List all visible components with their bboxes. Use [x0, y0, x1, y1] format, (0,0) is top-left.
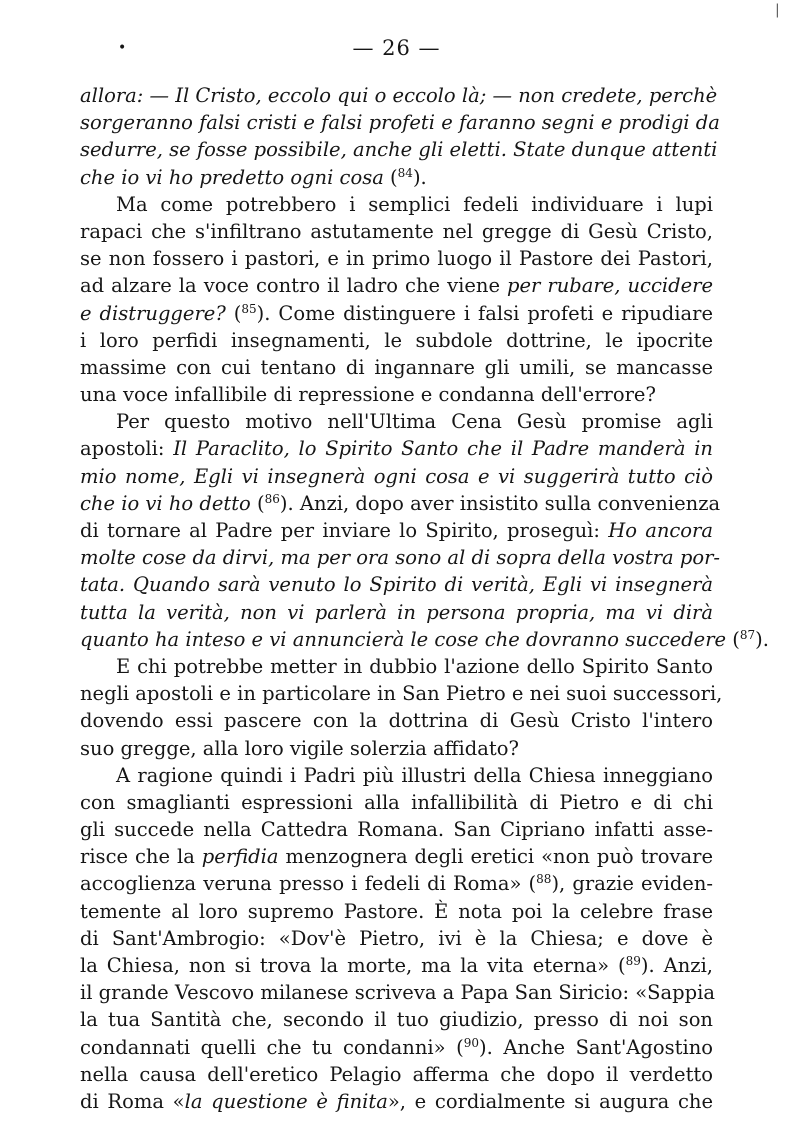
text-segment: ). Anche Sant'Agostino [479, 1035, 713, 1059]
text-line [80, 843, 713, 870]
text-segment: risce che la [80, 845, 202, 869]
text-segment: la tua Santità che, secondo il tuo giudizio, presso di noi son [80, 1008, 713, 1032]
italic-text: quanto ha inteso e vi annuncierà le cose che dovranno succedere [80, 627, 727, 651]
text-segment: ). Anzi, dopo aver insistito sulla convenienza [279, 491, 721, 515]
text-segment: di Sant'Ambrogio: «Dov'è Pietro, ivi è la Chiesa; e dove è [80, 926, 713, 950]
text-segment: massime con cui tentano di ingannare gli umili, se mancasse [80, 355, 713, 379]
text-line [80, 354, 713, 381]
text-line [80, 680, 723, 707]
text-line [80, 870, 713, 897]
italic-text: allora: — Il Cristo, eccolo qui o eccolo là; — non credete, perchè [80, 84, 718, 107]
text-segment: E chi potrebbe metter in dubbio l'azione dello Spirito Santo [116, 654, 713, 678]
text-line [80, 517, 713, 544]
text-line [80, 707, 713, 734]
text-line [80, 735, 713, 762]
text-segment: di Roma « [80, 1089, 185, 1113]
text-segment: temente al loro supremo Pastore. È nota poi la celebre frase [80, 899, 713, 923]
italic-text: per rubare, uccidere [507, 274, 713, 298]
page-number: — 26 — [352, 36, 441, 60]
stray-dot-mark: • [118, 40, 127, 56]
text-segment: con smaglianti espressioni alla infallibilità di Pietro e di chi [80, 790, 713, 814]
text-line [80, 952, 713, 979]
text-line [80, 626, 769, 653]
footnote-ref: 87 [739, 627, 756, 642]
italic-text: sorgeranno falsi cristi e falsi profeti e faranno segni e prodigi da [80, 111, 720, 135]
footnote-ref: 86 [264, 491, 280, 506]
text-line [80, 599, 713, 626]
text-line [80, 300, 713, 327]
text-segment: i loro perfidi insegnamenti, le subdole dottrine, le ipocrite [80, 328, 713, 352]
text-segment: negli apostoli e in particolare in San Pietro e nei suoi successori, [80, 682, 723, 706]
text-line [80, 218, 713, 245]
text-segment: condannati quelli che tu condanni» ( [80, 1035, 464, 1059]
text-line [80, 82, 718, 109]
text-segment: ( [225, 301, 242, 325]
italic-text: Il Paraclito, lo Spirito Santo che il Padre manderà in [173, 437, 713, 461]
text-segment: di tornare al Padre per inviare lo Spirito, proseguì: [80, 519, 609, 542]
text-segment: dovendo essi pascere con la dottrina di Gesù Cristo l'intero [80, 709, 713, 733]
text-segment: se non fossero i pastori, e in primo luogo il Pastore dei Pastori, [80, 247, 713, 271]
text-segment: A ragione quindi i Padri più illustri della Chiesa inneggiano [116, 763, 713, 787]
text-segment: », e cordialmente si augura che [387, 1089, 713, 1113]
text-line [80, 571, 713, 598]
text-segment: rapaci che s'infiltrano astutamente nel gregge di Gesù Cristo, [80, 219, 713, 243]
italic-text: perfidia [201, 845, 279, 869]
text-line [80, 245, 713, 272]
text-line [80, 925, 713, 952]
italic-text: la questione è finita [184, 1089, 388, 1113]
text-line [80, 109, 720, 136]
text-segment: una voce infallibile di repressione e condanna dell'errore? [80, 383, 656, 407]
text-line [80, 463, 713, 490]
text-segment: apostoli: [80, 437, 174, 461]
text-segment: ). Come distinguere i falsi profeti e ripudiare [256, 301, 713, 325]
text-segment: menzognera degli eretici «non può trovare [278, 845, 713, 869]
text-segment: la Chiesa, non si trova la morte, ma la vita eterna» ( [80, 954, 626, 977]
text-segment: Ma come potrebbero i semplici fedeli individuare i lupi [116, 192, 713, 216]
italic-text: molte cose da dirvi, ma per ora sono al di sopra della vostra por- [80, 546, 720, 570]
text-line [80, 272, 713, 299]
text-segment: ( [383, 165, 398, 189]
text-segment: nella causa dell'eretico Pelagio afferma che dopo il verdetto [80, 1062, 713, 1086]
text-segment: ( [726, 627, 740, 651]
text-line [80, 816, 713, 843]
text-line [80, 327, 713, 354]
text-segment: ). [412, 165, 427, 189]
footnote-ref: 88 [536, 872, 552, 887]
text-segment: ad alzare la voce contro il ladro che viene [80, 274, 508, 298]
text-segment: ( [250, 491, 265, 515]
footnote-ref: 85 [241, 301, 257, 316]
text-segment: Per questo motivo nell'Ultima Cena Gesù promise agli [116, 410, 713, 434]
text-line [80, 1061, 713, 1088]
italic-text: Ho ancora [608, 519, 713, 542]
text-segment: gli succede nella Cattedra Romana. San Cipriano infatti asse- [80, 818, 713, 842]
page-edge-mark: | [775, 2, 780, 18]
text-line [80, 1088, 713, 1115]
italic-text: sedurre, se fosse possibile, anche gli eletti. State dunque attenti [80, 138, 718, 162]
footnote-ref: 90 [463, 1035, 480, 1050]
italic-text: tutta la verità, non vi parlerà in persona propria, ma vi dirà [80, 600, 713, 624]
text-line [80, 762, 713, 789]
text-line [80, 1034, 713, 1061]
text-line [80, 544, 720, 571]
italic-text: mio nome, Egli vi insegnerà ogni cosa e vi suggerirà tutto ciò [80, 464, 713, 488]
text-line [80, 490, 721, 517]
italic-text: e distruggere? [80, 301, 226, 325]
body-text [80, 82, 769, 1115]
text-line [80, 408, 713, 435]
text-segment: ), grazie eviden- [551, 872, 713, 896]
text-line [80, 789, 713, 816]
text-segment: ). Anzi, [640, 954, 714, 977]
text-line [80, 1006, 713, 1033]
text-line [80, 898, 713, 925]
italic-text: che io vi ho predetto ogni cosa [80, 165, 384, 189]
text-line [80, 435, 713, 462]
italic-text: tata. Quando sarà venuto lo Spirito di verità, Egli vi insegnerà [80, 573, 713, 597]
footnote-ref: 84 [397, 165, 413, 180]
text-line [80, 381, 713, 408]
text-line [80, 653, 713, 680]
text-line [80, 136, 718, 163]
text-segment: suo gregge, alla loro vigile solerzia affidato? [80, 736, 519, 760]
text-line [80, 164, 713, 191]
footnote-ref: 89 [625, 954, 641, 968]
text-line [80, 191, 713, 218]
text-segment: accoglienza veruna presso i fedeli di Roma» ( [80, 872, 537, 896]
text-line [80, 979, 713, 1006]
text-segment: il grande Vescovo milanese scriveva a Papa San Siricio: «Sappia [80, 981, 715, 1005]
italic-text: che io vi ho detto [80, 491, 251, 515]
text-segment: ). [755, 627, 769, 651]
